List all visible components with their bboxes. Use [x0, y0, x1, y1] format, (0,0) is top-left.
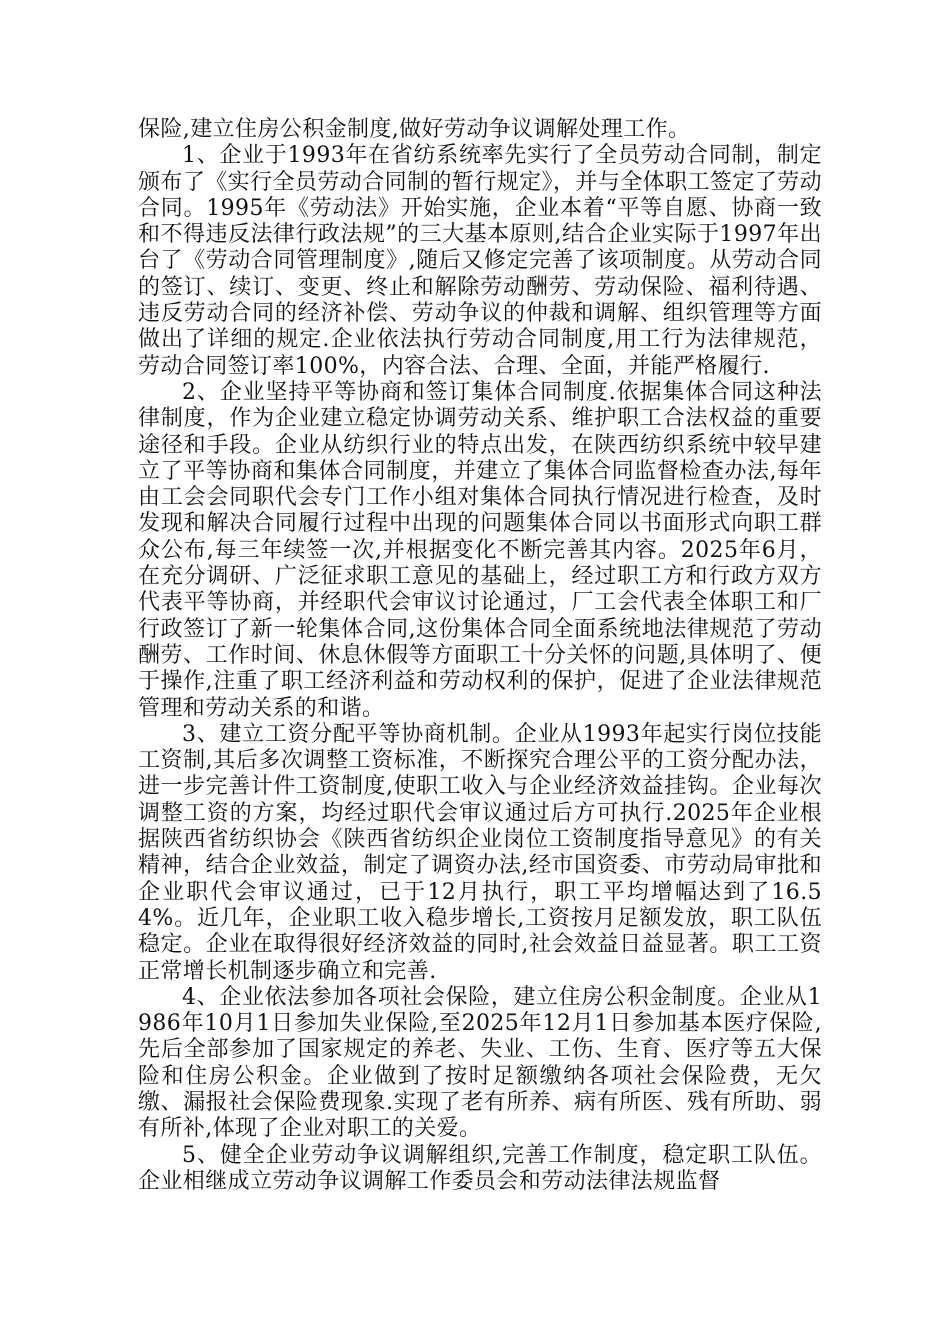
paragraph-wage-negotiation: 3、建立工资分配平等协商机制。企业从1993年起实行岗位技能工资制,其后多次调整工资标准，不断探究合理公平的工资分配办法，进一步完善计件工资制度,使职工收入与企业经济效益挂钩。企业每次调整工资的方案，均经过职代会审议通过后方可执行.2025年企业根据陕西省纺织协会《陕西省纺织企业岗位工资制度指导意见》的有关精神，结合企业效益，制定了调资办法,经市国资委、市劳动局审批和企业职代会审议通过，已于12月执行，职工平均增幅达到了16.54%。近几年，企业职工收入稳步增长,工资按月足额发放，职工队伍稳定。企业在取得很好经济效益的同时,社会效益日益显著。职工工资正常增长机制逐步确立和完善. — [138, 721, 822, 984]
paragraph-social-insurance: 4、企业依法参加各项社会保险，建立住房公积金制度。企业从1986年10月1日参加失业保险,至2025年12月1日参加基本医疗保险,先后全部参加了国家规定的养老、失业、工伤、生育、医疗等五大保险和住房公积金。企业做到了按时足额缴纳各项社会保险费，无欠缴、漏报社会保险费现象.实现了老有所养、病有所医、残有所助、弱有所补,体现了企业对职工的关爱。 — [138, 984, 822, 1142]
paragraph-dispute-mediation: 5、健全企业劳动争议调解组织,完善工作制度，稳定职工队伍。企业相继成立劳动争议调解工作委员会和劳动法律法规监督 — [138, 1142, 822, 1194]
paragraph-continuation: 保险,建立住房公积金制度,做好劳动争议调解处理工作。 — [138, 117, 691, 142]
document-body — [138, 117, 822, 1195]
paragraph-collective-contract: 2、企业坚持平等协商和签订集体合同制度.依据集体合同这种法律制度，作为企业建立稳定协调劳动关系、维护职工合法权益的重要途径和手段。企业从纺织行业的特点出发，在陕西纺织系统中较早建立了平等协商和集体合同制度，并建立了集体合同监督检查办法,每年由工会会同职代会专门工作小组对集体合同执行情况进行检查，及时发现和解决合同履行过程中出现的问题集体合同以书面形式向职工群众公布,每三年续签一次,并根据变化不断完善其内容。2025年6月，在充分调研、广泛征求职工意见的基础上，经过职工方和行政方双方代表平等协商，并经职代会审议讨论通过，厂工会代表全体职工和厂行政签订了新一轮集体合同,这份集体合同全面系统地法律规范了劳动酬劳、工作时间、休息休假等方面职工十分关怀的问题,具体明了、便于操作,注重了职工经济利益和劳动权利的保护，促进了企业法律规范管理和劳动关系的和谐。 — [138, 379, 822, 721]
paragraph-labor-contract: 1、企业于1993年在省纺系统率先实行了全员劳动合同制，制定颁布了《实行全员劳动合同制的暂行规定》，并与全体职工签定了劳动合同。1995年《劳动法》开始实施，企业本着“平等自愿、协商一致和不得违反法律行政法规”的三大基本原则,结合企业实际于1997年出台了《劳动合同管理制度》,随后又修定完善了该项制度。从劳动合同的签订、续订、变更、终止和解除劳动酬劳、劳动保险、福利待遇、违反劳动合同的经济补偿、劳动争议的仲裁和调解、组织管理等方面做出了详细的规定.企业依法执行劳动合同制度,用工行为法律规范，劳动合同签订率100%，内容合法、合理、全面，并能严格履行. — [138, 143, 822, 379]
